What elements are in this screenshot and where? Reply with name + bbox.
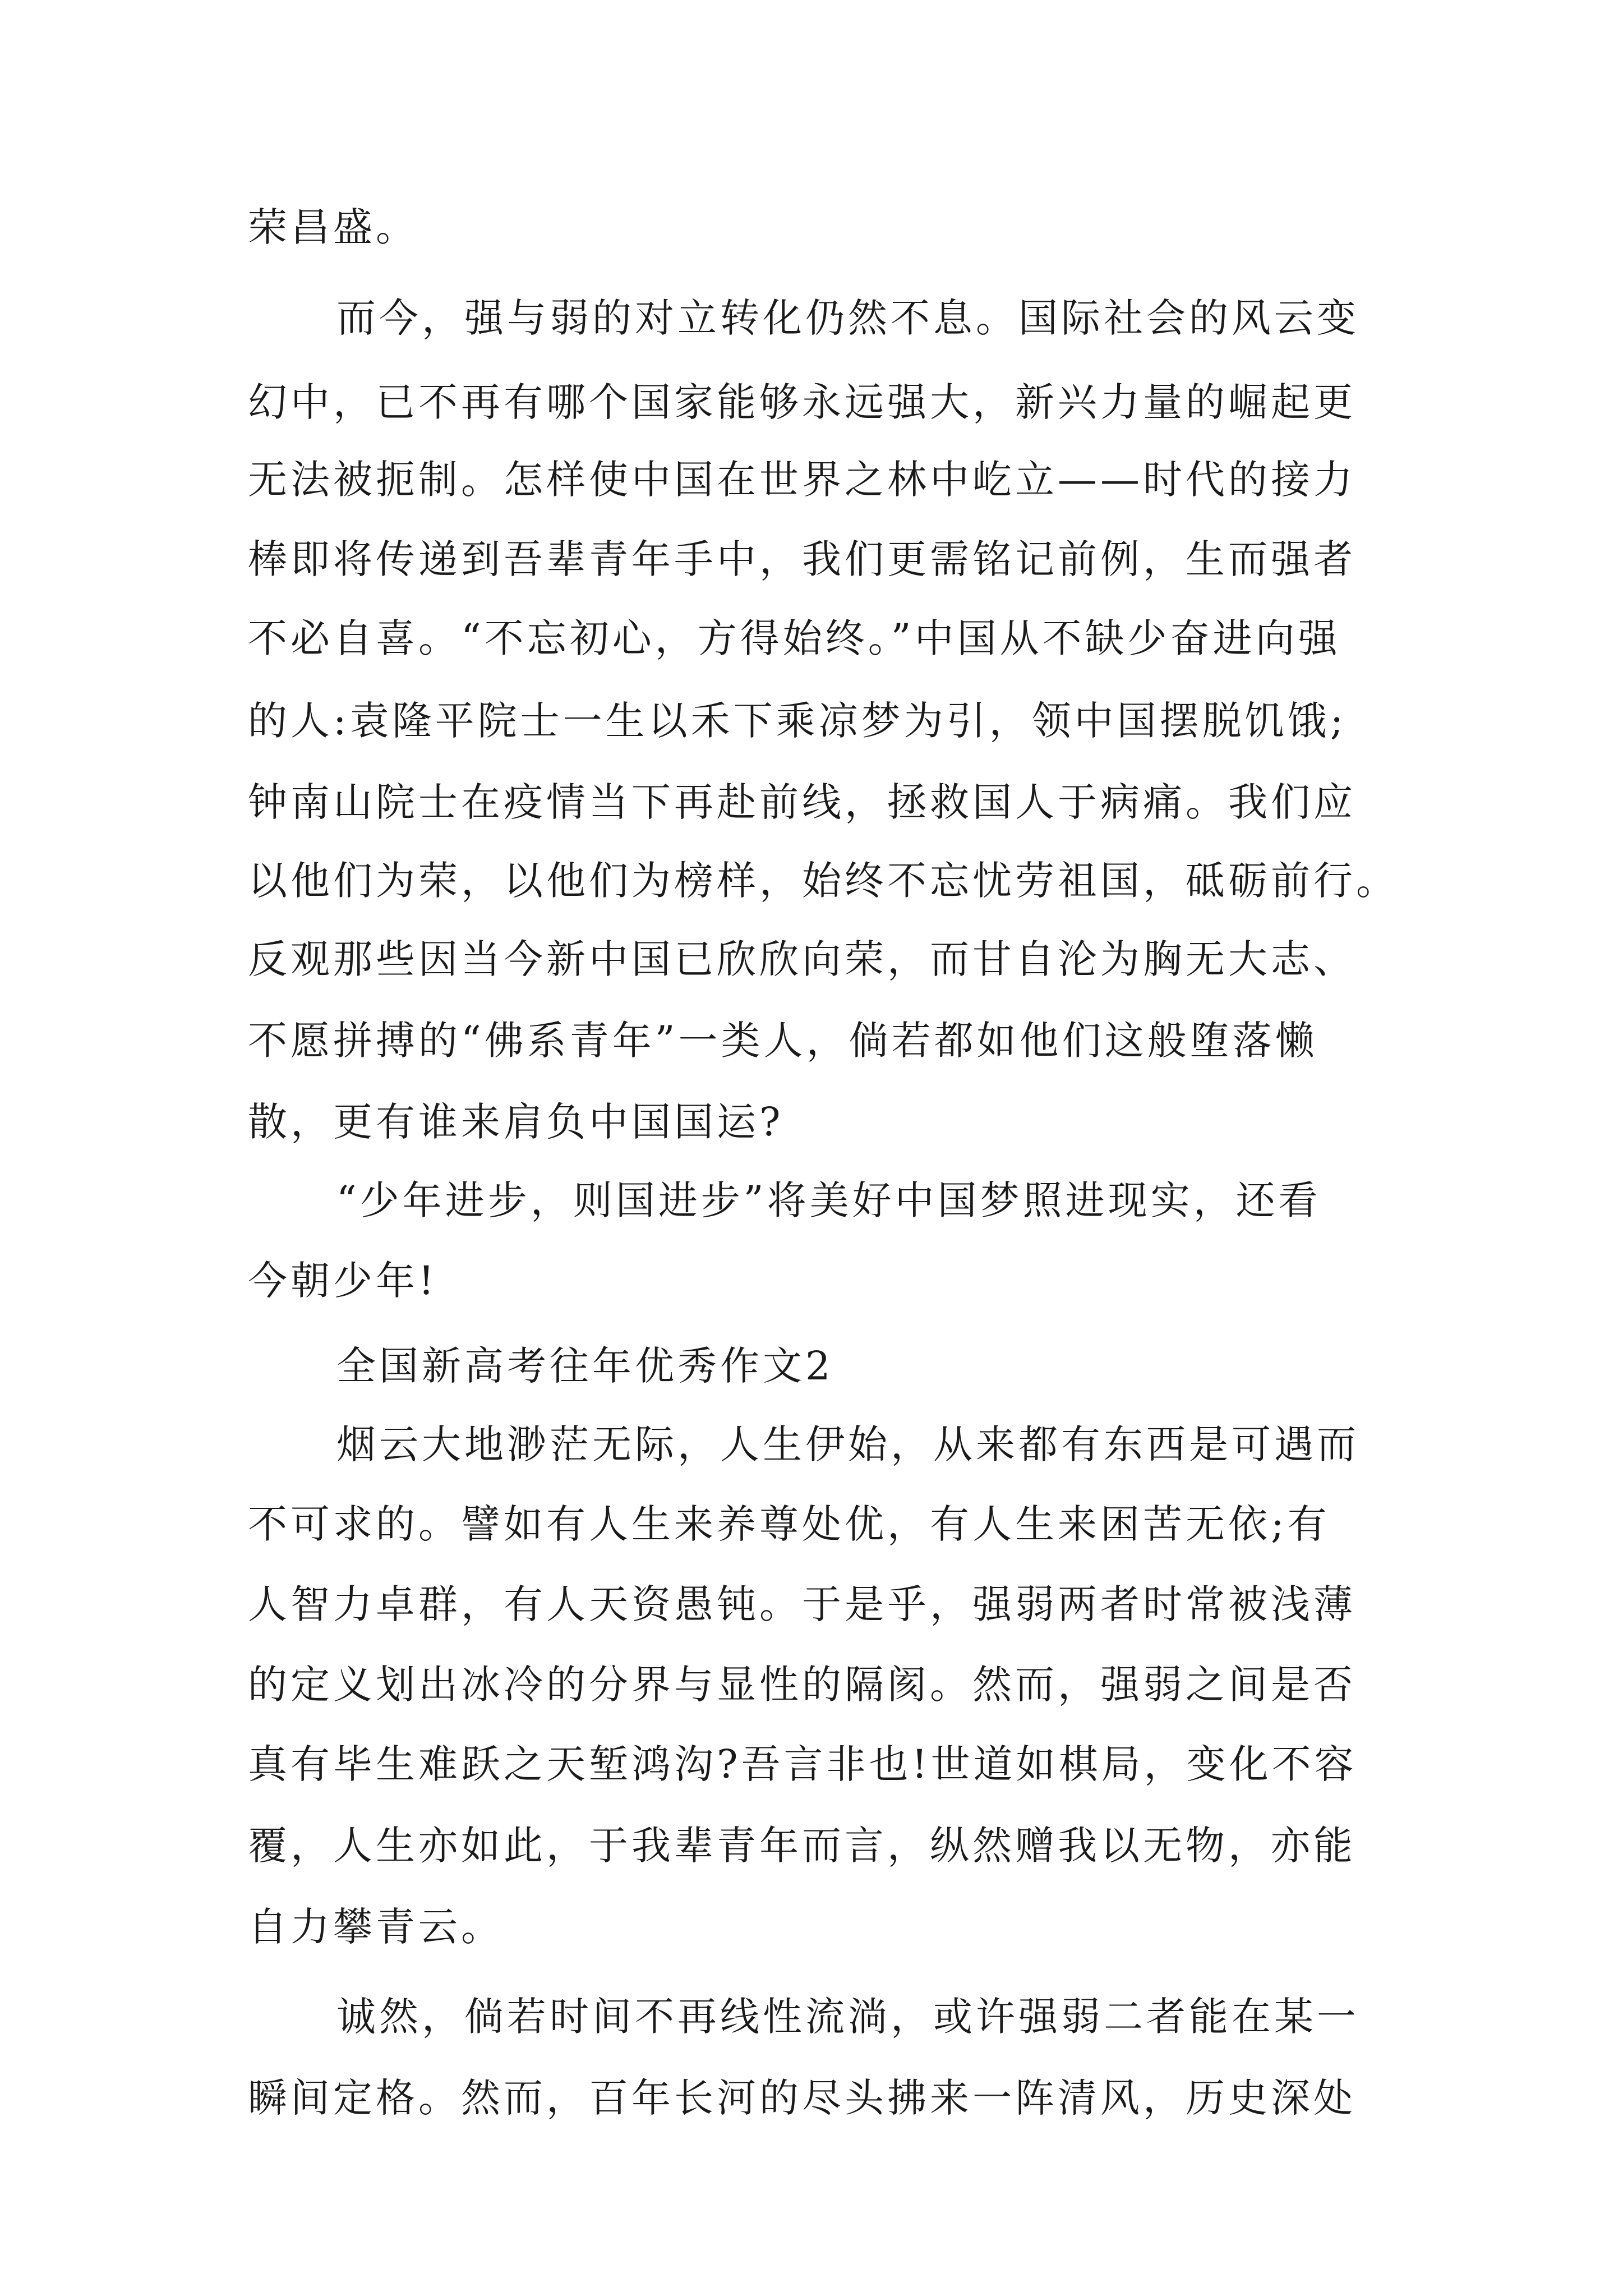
text-line-4: 无法被扼制。怎样使中国在世界之林中屹立——时代的接力: [248, 457, 1356, 503]
text-line-11: 不愿拼搏的“佛系青年”一类人，倘若都如他们这般堕落懒: [248, 1018, 1318, 1064]
text-line-21: 覆，人生亦如此，于我辈青年而言，纵然赠我以无物，亦能: [248, 1823, 1356, 1869]
text-line-19: 的定义划出冰冷的分界与显性的隔阂。然而，强弱之间是否: [248, 1662, 1356, 1708]
text-line-6: 不必自喜。“不忘初心，方得始终。”中国从不缺少奋进向强: [248, 615, 1341, 661]
text-line-22: 自力攀青云。: [248, 1904, 504, 1950]
text-line-2: 而今，强与弱的对立转化仍然不息。国际社会的风云变: [336, 295, 1359, 341]
text-line-8: 钟南山院士在疫情当下再赴前线，拯救国人于病痛。我们应: [248, 779, 1356, 825]
text-line-9: 以他们为荣，以他们为榜样，始终不忘忧劳祖国，砥砺前行。: [248, 858, 1399, 904]
text-line-7: 的人:袁隆平院士一生以禾下乘凉梦为引，领中国摆脱饥饿;: [248, 698, 1347, 744]
text-line-5: 棒即将传递到吾辈青年手中，我们更需铭记前例，生而强者: [248, 536, 1356, 582]
text-line-20: 真有毕生难跃之天堑鸿沟?吾言非也!世道如棋局，变化不容: [248, 1741, 1357, 1787]
text-line-12: 散，更有谁来肩负中国国运?: [248, 1099, 784, 1145]
text-line-17: 不可求的。譬如有人生来养尊处优，有人生来困苦无依;有: [248, 1501, 1330, 1547]
text-line-23: 诚然，倘若时间不再线性流淌，或许强弱二者能在某一: [336, 1994, 1359, 2040]
text-line-3: 幻中，已不再有哪个国家能够永远强大，新兴力量的崛起更: [248, 379, 1356, 425]
text-line-1: 荣昌盛。: [248, 204, 418, 250]
text-line-24: 瞬间定格。然而，百年长河的尽头拂来一阵清风，历史深处: [248, 2075, 1356, 2121]
text-line-16: 烟云大地渺茫无际，人生伊始，从来都有东西是可遇而: [336, 1421, 1359, 1467]
section-heading: 全国新高考往年优秀作文2: [336, 1343, 834, 1389]
text-line-10: 反观那些因当今新中国已欣欣向荣，而甘自沦为胸无大志、: [248, 936, 1356, 982]
text-line-14: 今朝少年!: [248, 1258, 438, 1304]
text-line-13: “少年进步，则国进步”将美好中国梦照进现实，还看: [336, 1177, 1321, 1223]
text-line-18: 人智力卓群，有人天资愚钝。于是乎，强弱两者时常被浅薄: [248, 1581, 1356, 1627]
